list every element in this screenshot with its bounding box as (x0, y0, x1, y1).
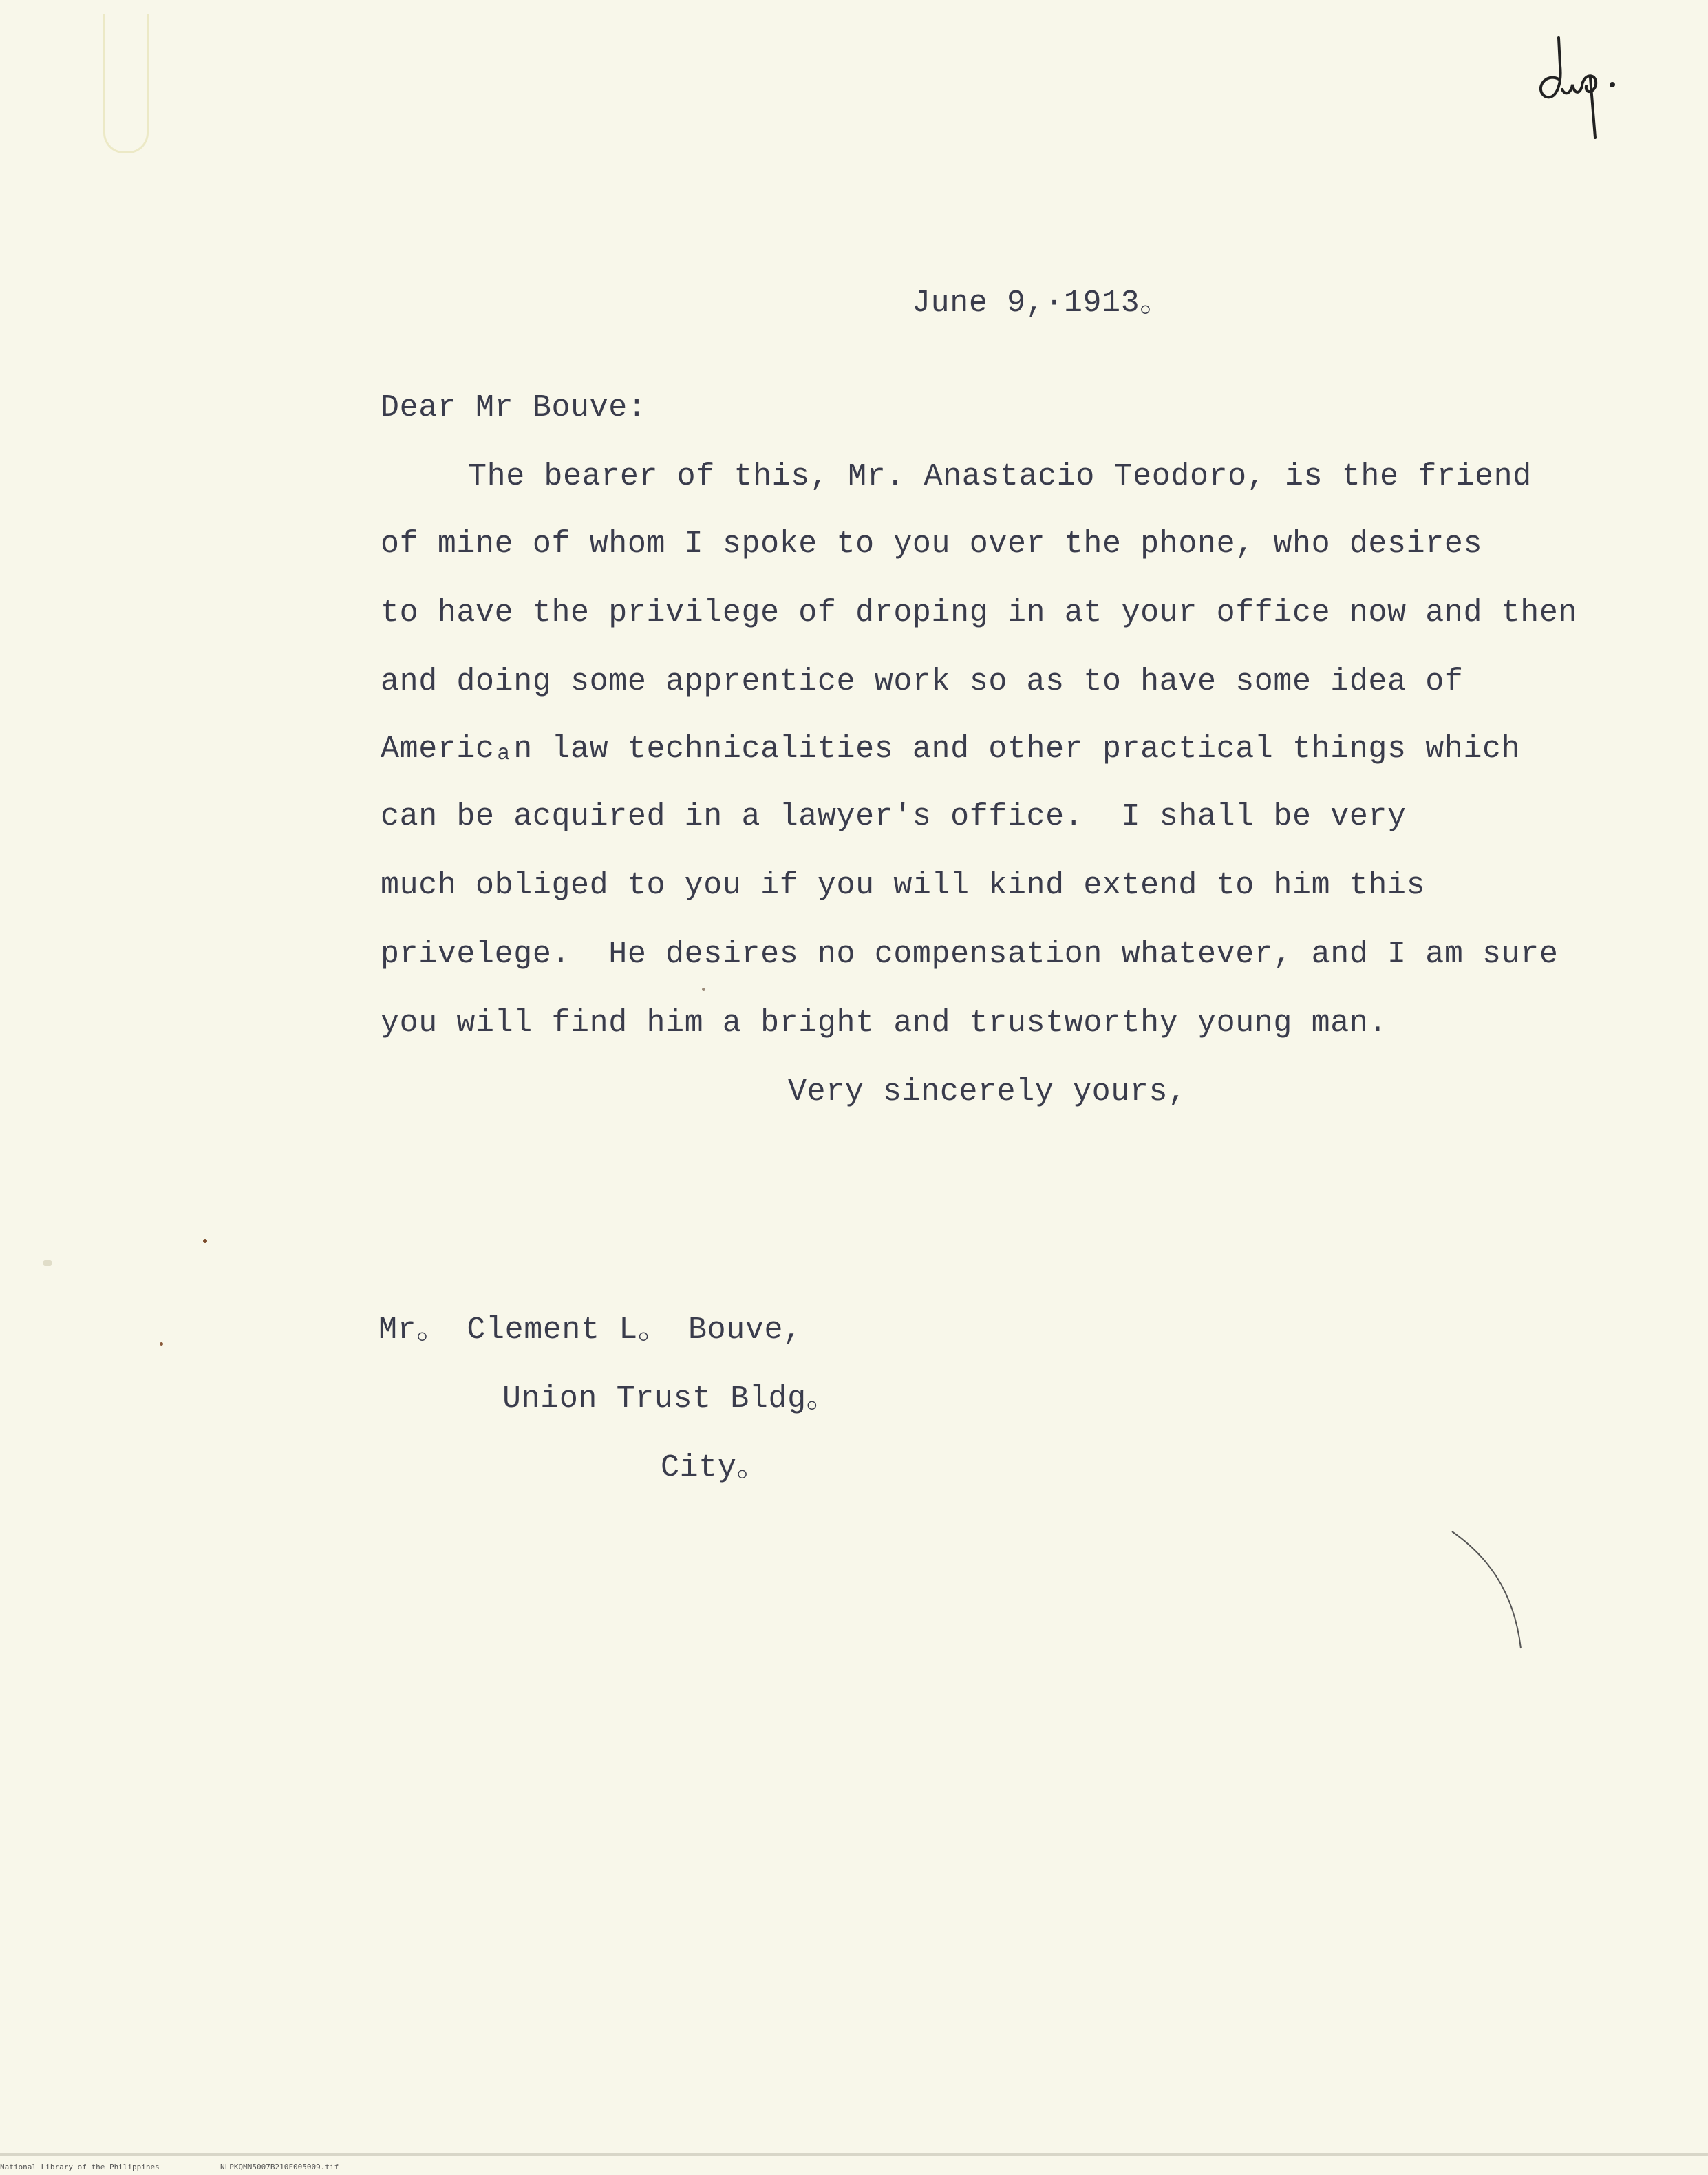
body-line: privelege. He desires no compensation whatever, and I am sure (381, 937, 1559, 972)
address-name: Mr。 Clement L。 Bouve, (378, 1313, 802, 1348)
address-building: Union Trust Bldg。 (502, 1381, 838, 1417)
body-line: The bearer of this, Mr. Anastacio Teodoro, is the friend (468, 459, 1532, 494)
body-line: Americₐn law technicalities and other practical things which (381, 732, 1521, 767)
body-line: much obliged to you if you will kind extend to him this (381, 868, 1426, 903)
page-bottom-edge (0, 2153, 1708, 2156)
footer-file: NLPKQMN5007B210F005009.tif (220, 2163, 339, 2172)
paper-speck (702, 988, 705, 991)
paper-speck (160, 1342, 163, 1346)
paper-clip-mark (103, 14, 149, 153)
body-line: of mine of whom I spoke to you over the phone, who desires (381, 527, 1483, 562)
letter-closing: Very sincerely yours, (788, 1074, 1187, 1110)
body-line: can be acquired in a lawyer's office. I shall be very (381, 799, 1407, 834)
footer-library: National Library of the Philippines (0, 2163, 160, 2172)
paper-speck (43, 1260, 52, 1266)
body-line: you will find him a bright and trustworthy young man. (381, 1006, 1388, 1041)
handwritten-annotation (1531, 24, 1627, 145)
body-line: and doing some apprentice work so as to have some idea of (381, 664, 1464, 699)
address-city: City。 (661, 1450, 769, 1485)
paper-crease-mark (1445, 1528, 1528, 1652)
letter-date: June 9,·1913。 (912, 286, 1171, 321)
paper-speck (203, 1239, 207, 1243)
letter-salutation: Dear Mr Bouve: (381, 390, 647, 425)
body-line: to have the privilege of droping in at your office now and then (381, 595, 1578, 630)
